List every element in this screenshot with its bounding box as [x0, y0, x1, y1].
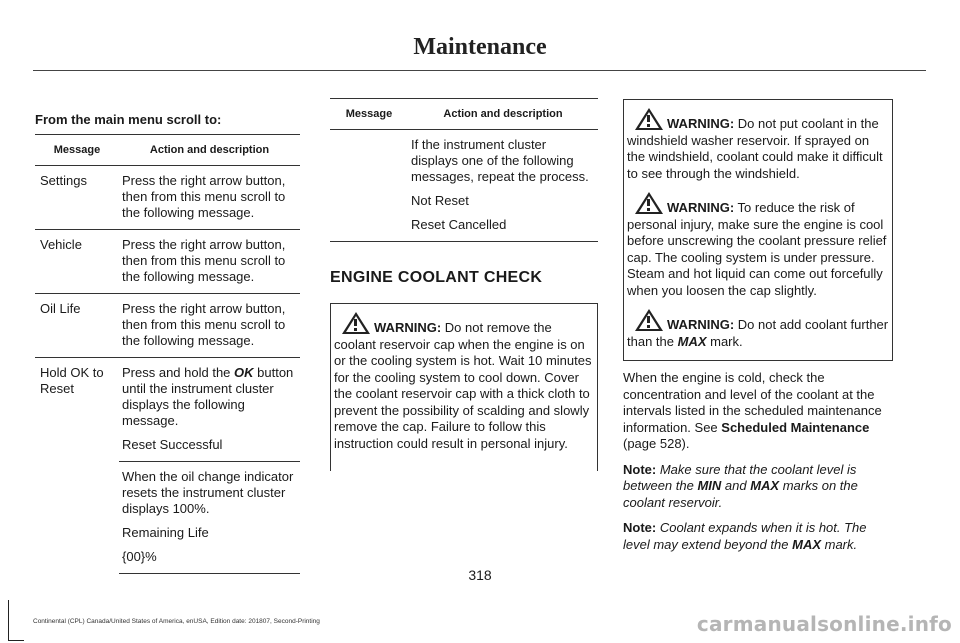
- table-row: [35, 294, 300, 358]
- scheduled-maintenance-link[interactable]: Scheduled Maintenance: [721, 419, 870, 435]
- reset-successful-text: Reset Successful: [122, 437, 223, 452]
- note-level: [623, 462, 895, 512]
- warning-triangle-icon: [635, 108, 663, 130]
- crop-mark: [8, 600, 9, 640]
- table-row: [35, 358, 300, 462]
- col-header-action: Action and description: [408, 99, 598, 130]
- message-cell: Hold OK to Reset: [40, 365, 104, 396]
- edition-footer: Continental (CPL) Canada/United States of America, enUSA, Edition date: 201807, Second-Printing: [33, 618, 320, 625]
- oil-change-text: When the oil change indicator resets the instrument cluster displays 100%.: [122, 469, 294, 516]
- warning-box: [330, 303, 598, 471]
- max-mark-label: MAX: [792, 536, 821, 552]
- message-table: [35, 134, 300, 574]
- warning-text-end: mark.: [706, 333, 743, 349]
- table-row: [330, 130, 598, 242]
- repeat-text: If the instrument cluster displays one of the following messages, repeat the process.: [411, 137, 589, 184]
- note-text: mark.: [821, 536, 858, 552]
- message-cell: Oil Life: [35, 294, 119, 358]
- warning-triangle-icon: [342, 312, 370, 334]
- action-cell: Press the right arrow button, then from this menu scroll to the following message.: [119, 166, 300, 230]
- note-label: Note:: [623, 461, 657, 477]
- header-rule: [33, 70, 926, 71]
- warning-text: Do not put coolant in the windshield washer reservoir. If sprayed on the windshield, coolant could make it difficult to see through the windshield.: [627, 116, 883, 181]
- page-title: Maintenance: [413, 34, 547, 60]
- message-cell: [330, 130, 408, 242]
- warning-washer: [627, 108, 889, 182]
- action-cell: Press the right arrow button, then from this menu scroll to the following message.: [119, 294, 300, 358]
- page-number: 318: [468, 567, 492, 583]
- warning-pressure-cap: [627, 192, 889, 299]
- max-mark-label: MAX: [750, 478, 780, 493]
- warning-box: [623, 99, 893, 361]
- section-heading: ENGINE COOLANT CHECK: [330, 269, 543, 286]
- coolant-body: [623, 370, 895, 562]
- note-text: Make sure that the coolant level is between the: [623, 461, 857, 493]
- warning-label: WARNING:: [667, 317, 735, 332]
- note-expands: [623, 520, 895, 553]
- note-label: Note:: [623, 520, 657, 535]
- col-header-message: Message: [330, 99, 408, 130]
- reset-cancelled-text: Reset Cancelled: [411, 217, 507, 232]
- hold-instruction: [122, 365, 297, 429]
- not-reset-text: Not Reset: [411, 193, 469, 208]
- warning-triangle-icon: [635, 192, 663, 214]
- table-row: [35, 166, 300, 230]
- note-text: and: [721, 478, 751, 493]
- message-cell: Settings: [35, 166, 119, 230]
- warning-triangle-icon: [635, 309, 663, 331]
- warning-text: Do not add coolant further than the: [627, 317, 889, 349]
- page-reference: (page 528).: [623, 436, 690, 451]
- watermark: carmanualsonline.info: [696, 612, 952, 636]
- table-row: [35, 230, 300, 294]
- warning-text: Do not remove the coolant reservoir cap when the engine is on or the cooling system is hot. Wait 10 minutes for the cooling system to cool down. Cover the coolant reservoir cap with a thick cloth to prevent the possibility of scalding and slowly remove the cap. Failure to follow this instruction could result in personal injury.: [334, 320, 592, 451]
- min-mark-label: MIN: [697, 478, 722, 493]
- message-table-continued: [330, 98, 598, 242]
- col-header-action: Action and description: [119, 135, 300, 166]
- remaining-life-text: Remaining Life: [122, 525, 209, 540]
- warning-max-mark: [627, 309, 889, 350]
- col-header-message: Message: [35, 135, 119, 166]
- warning-label: WARNING:: [374, 320, 442, 335]
- ok-button-label: OK: [234, 365, 254, 380]
- action-cell: [119, 462, 300, 574]
- crop-mark: [8, 640, 24, 641]
- note-text: marks on the coolant reservoir.: [623, 478, 858, 510]
- intro-text: From the main menu scroll to:: [35, 112, 222, 127]
- message-cell: Vehicle: [35, 230, 119, 294]
- coolant-paragraph: [623, 370, 895, 453]
- warning-label: WARNING:: [667, 116, 735, 131]
- action-cell: [119, 358, 300, 462]
- warning-remove-cap: [334, 312, 594, 452]
- hold-text-pre: Press and hold the: [122, 365, 235, 380]
- percent-text: {00}%: [122, 549, 157, 564]
- action-cell: Press the right arrow button, then from this menu scroll to the following message.: [119, 230, 300, 294]
- warning-text: To reduce the risk of personal injury, make sure the engine is cool before unscrewing the coolant pressure relief cap. The cooling system is under pressure. Steam and hot liquid can come out forcefully when you loosen the cap slightly.: [627, 200, 887, 298]
- warning-label: WARNING:: [667, 200, 735, 215]
- hold-text-post: button until the instrument cluster displays the following message.: [122, 365, 294, 428]
- note-text: Coolant expands when it is hot. The level may extend beyond the: [623, 520, 867, 552]
- action-cell: [408, 130, 598, 242]
- max-mark-label: MAX: [677, 333, 707, 349]
- paragraph-text: When the engine is cold, check the concentration and level of the coolant at the intervals listed in the scheduled maintenance information. See: [623, 370, 882, 435]
